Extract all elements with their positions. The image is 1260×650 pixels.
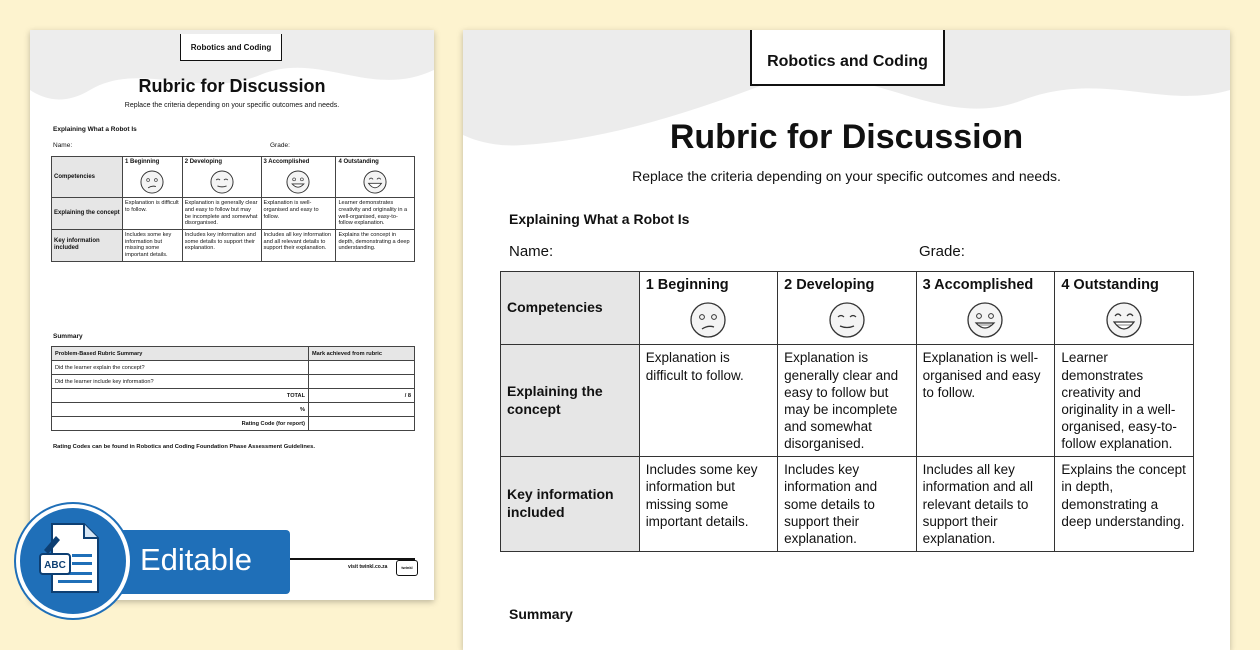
rubric-cell: Includes key information and some details to support their explanation. bbox=[778, 457, 917, 552]
section-title: Explaining What a Robot Is bbox=[53, 126, 137, 133]
footer-url[interactable]: visit twinkl.co.za bbox=[348, 564, 388, 570]
level-label: 3 Accomplished bbox=[922, 277, 1034, 293]
rubric-row bbox=[501, 457, 1194, 552]
twinkl-logo: twinkl bbox=[396, 560, 418, 576]
summary-row bbox=[52, 389, 415, 403]
criterion-label: Explaining the concept bbox=[52, 198, 123, 230]
level-outstanding bbox=[336, 157, 415, 198]
summary-label: Summary bbox=[509, 606, 573, 622]
summary-row bbox=[52, 417, 415, 431]
summary-header-row bbox=[52, 347, 415, 361]
level-label: 1 Beginning bbox=[125, 159, 160, 165]
summary-row-value[interactable] bbox=[309, 417, 415, 431]
page-title: Rubric for Discussion bbox=[138, 76, 326, 96]
summary-header: Problem-Based Rubric Summary bbox=[52, 347, 309, 361]
unsure-face-icon bbox=[139, 169, 165, 195]
criterion-label: Key information included bbox=[52, 230, 123, 262]
rubric-cell: Explanation is difficult to follow. bbox=[639, 345, 777, 457]
level-label: 2 Developing bbox=[184, 159, 223, 165]
rubric-cell: Includes some key information but missing some important details. bbox=[123, 230, 183, 262]
rubric-cell: Includes all key information and all relevant details to support their explanation. bbox=[261, 230, 336, 262]
name-label: Name: bbox=[53, 142, 73, 149]
rubric-cell: Explains the concept in depth, demonstrating a deep understanding. bbox=[336, 230, 415, 262]
level-accomplished bbox=[261, 157, 336, 198]
summary-row-label: Did the learner explain the concept? bbox=[52, 361, 309, 375]
rubric-table bbox=[51, 156, 415, 262]
summary-row-label: Rating Code (for report) bbox=[52, 417, 309, 431]
rubric-header-row bbox=[501, 272, 1194, 345]
subject-tag: Robotics and Coding bbox=[180, 34, 282, 61]
page-title: Rubric for Discussion bbox=[669, 118, 1024, 156]
summary-row-value[interactable] bbox=[309, 375, 415, 389]
grin-face-icon bbox=[362, 169, 388, 195]
rubric-row bbox=[52, 198, 415, 230]
rubric-cell: Learner demonstrates creativity and originality in a well-organised, easy-to-follow explanation. bbox=[336, 198, 415, 230]
grade-label: Grade: bbox=[270, 142, 290, 149]
level-developing bbox=[778, 272, 917, 345]
summary-row bbox=[52, 403, 415, 417]
rubric-cell: Includes key information and some details to support their explanation. bbox=[182, 230, 261, 262]
level-label: 4 Outstanding bbox=[1061, 277, 1159, 293]
summary-row-value[interactable] bbox=[309, 403, 415, 417]
rubric-cell: Includes all key information and all relevant details to support their explanation. bbox=[916, 457, 1055, 552]
summary-table bbox=[51, 346, 415, 431]
unsure-face-icon bbox=[688, 300, 728, 340]
summary-row-label: TOTAL bbox=[52, 389, 309, 403]
abc-text: ABC bbox=[44, 560, 66, 571]
rubric-corner: Competencies bbox=[52, 157, 123, 198]
rubric-cell: Learner demonstrates creativity and originality in a well-organised, easy-to-follow explanation. bbox=[1055, 345, 1194, 457]
summary-label: Summary bbox=[53, 333, 83, 340]
rubric-table bbox=[500, 271, 1194, 552]
preview-page-large bbox=[463, 30, 1230, 650]
rubric-cell: Explanation is generally clear and easy to follow but may be incomplete and somewhat disorganised. bbox=[778, 345, 917, 457]
editable-badge bbox=[0, 500, 300, 620]
rubric-row bbox=[501, 345, 1194, 457]
summary-row bbox=[52, 375, 415, 389]
rubric-corner: Competencies bbox=[501, 272, 640, 345]
level-beginning bbox=[639, 272, 777, 345]
level-beginning bbox=[123, 157, 183, 198]
smile-face-icon bbox=[285, 169, 311, 195]
summary-row bbox=[52, 361, 415, 375]
edit-document-icon bbox=[38, 520, 104, 596]
rubric-row bbox=[52, 230, 415, 262]
summary-header: Mark achieved from rubric bbox=[309, 347, 415, 361]
rubric-cell: Explains the concept in depth, demonstrating a deep understanding. bbox=[1055, 457, 1194, 552]
grin-face-icon bbox=[1104, 300, 1144, 340]
rubric-cell: Explanation is generally clear and easy to follow but may be incomplete and somewhat disorganised. bbox=[182, 198, 261, 230]
criterion-label: Key information included bbox=[501, 457, 640, 552]
criterion-label: Explaining the concept bbox=[501, 345, 640, 457]
rubric-header-row bbox=[52, 157, 415, 198]
rubric-cell: Includes some key information but missing some important details. bbox=[639, 457, 777, 552]
summary-row-label: % bbox=[52, 403, 309, 417]
level-accomplished bbox=[916, 272, 1055, 345]
summary-row-value[interactable] bbox=[309, 361, 415, 375]
level-developing bbox=[182, 157, 261, 198]
level-outstanding bbox=[1055, 272, 1194, 345]
rubric-cell: Explanation is well-organised and easy to follow. bbox=[261, 198, 336, 230]
rating-note: Rating Codes can be found in Robotics and Coding Foundation Phase Assessment Guidelines. bbox=[53, 444, 315, 450]
page-subtitle: Replace the criteria depending on your specific outcomes and needs. bbox=[632, 168, 1061, 184]
summary-row-value[interactable]: / 8 bbox=[309, 389, 415, 403]
summary-row-label: Did the learner include key information? bbox=[52, 375, 309, 389]
rubric-cell: Explanation is difficult to follow. bbox=[123, 198, 183, 230]
grade-label: Grade: bbox=[919, 243, 965, 260]
page-subtitle: Replace the criteria depending on your specific outcomes and needs. bbox=[124, 102, 340, 109]
level-label: 3 Accomplished bbox=[263, 159, 310, 165]
name-label: Name: bbox=[509, 243, 554, 260]
level-label: 2 Developing bbox=[784, 277, 875, 293]
editable-label: Editable bbox=[140, 542, 253, 577]
neutral-face-icon bbox=[827, 300, 867, 340]
subject-tag: Robotics and Coding bbox=[750, 30, 945, 86]
level-label: 4 Outstanding bbox=[338, 159, 379, 165]
rubric-cell: Explanation is well-organised and easy to follow. bbox=[916, 345, 1055, 457]
level-label: 1 Beginning bbox=[645, 277, 729, 293]
smile-face-icon bbox=[965, 300, 1005, 340]
neutral-face-icon bbox=[209, 169, 235, 195]
section-title: Explaining What a Robot Is bbox=[509, 211, 690, 227]
